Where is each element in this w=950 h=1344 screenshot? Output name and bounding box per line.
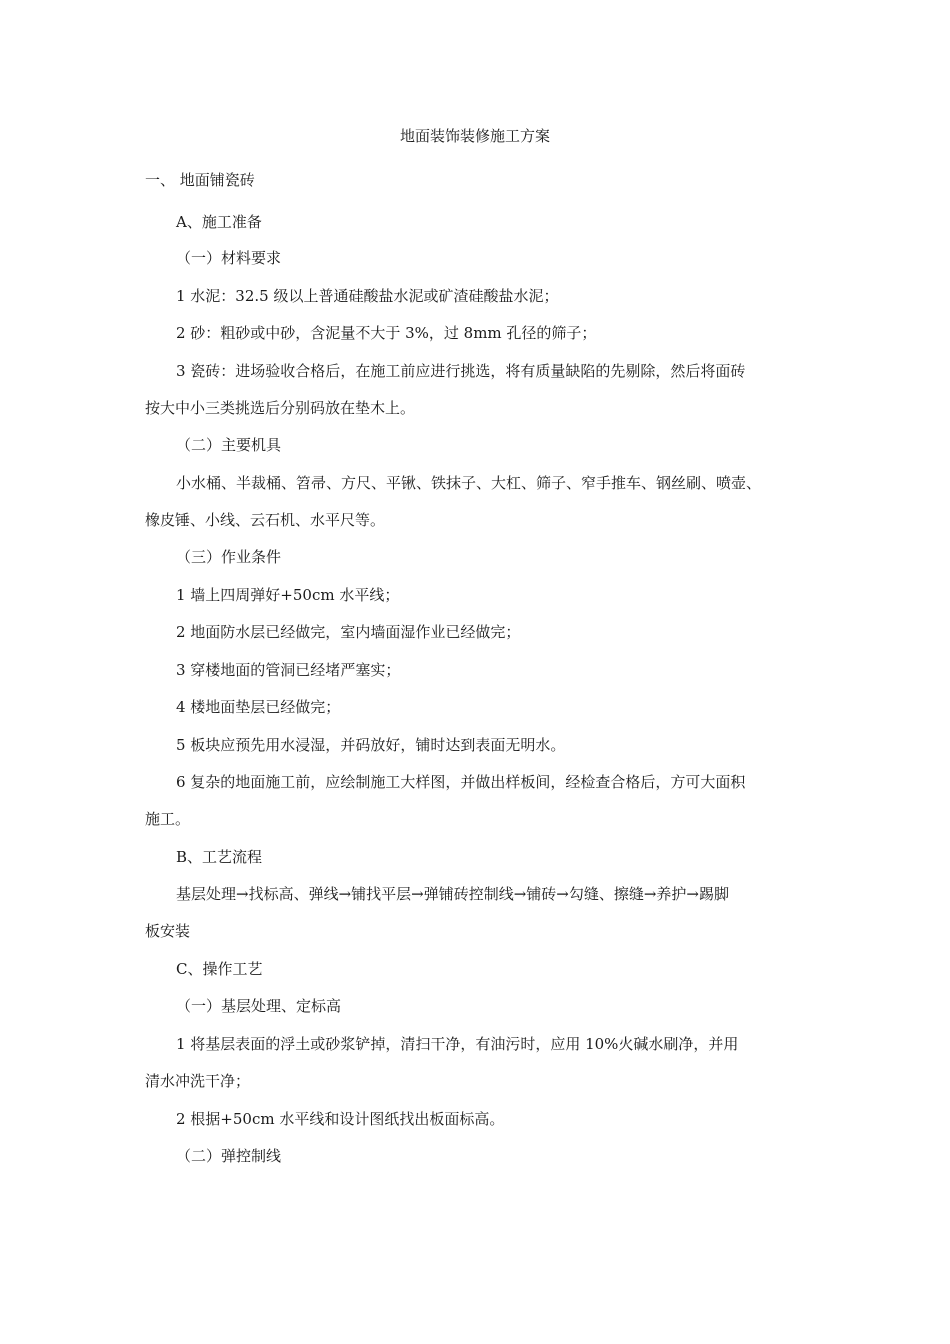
op-heading-control-lines: （二）弹控制线 (176, 1147, 282, 1165)
sub-heading-tools: （二）主要机具 (176, 436, 282, 454)
condition-item-5: 5 板块应预先用水浸湿，并码放好，铺时达到表面无明水。 (176, 736, 566, 754)
part-a-heading: A、施工准备 (176, 213, 262, 231)
process-flow-line1: 基层处理→找标高、弹线→铺找平层→弹铺砖控制线→铺砖→勾缝、擦缝→养护→踢脚 (176, 885, 729, 903)
tools-list-line1: 小水桶、半裁桶、笤帚、方尺、平锹、铁抹子、大杠、筛子、窄手推车、钢丝刷、喷壶、 (176, 474, 762, 492)
op-item-1-line1: 1 将基层表面的浮土或砂浆铲掉，清扫干净，有油污时，应用 10%火碱水刷净，并用 (176, 1035, 739, 1053)
sub-heading-conditions: （三）作业条件 (176, 548, 282, 566)
op-item-1-line2: 清水冲洗干净； (145, 1072, 251, 1090)
part-b-heading: B、工艺流程 (176, 848, 263, 866)
material-item-cement: 1 水泥：32.5 级以上普通硅酸盐水泥或矿渣硅酸盐水泥； (176, 287, 559, 305)
sub-heading-materials: （一）材料要求 (176, 249, 282, 267)
part-c-heading: C、操作工艺 (176, 960, 263, 978)
condition-item-1: 1 墙上四周弹好+50cm 水平线； (176, 586, 400, 604)
condition-item-6-line1: 6 复杂的地面施工前，应绘制施工大样图，并做出样板间，经检查合格后，方可大面积 (176, 773, 746, 791)
material-item-tiles-line1: 3 瓷砖：进场验收合格后，在施工前应进行挑选，将有质量缺陷的先剔除，然后将面砖 (176, 362, 746, 380)
condition-item-3: 3 穿楼地面的管洞已经堵严塞实； (176, 661, 401, 679)
condition-item-2: 2 地面防水层已经做完，室内墙面湿作业已经做完； (176, 623, 521, 641)
condition-item-6-line2: 施工。 (145, 810, 191, 828)
op-item-2: 2 根据+50cm 水平线和设计图纸找出板面标高。 (176, 1110, 505, 1128)
op-heading-base-treatment: （一）基层处理、定标高 (176, 997, 342, 1015)
material-item-sand: 2 砂：粗砂或中砂，含泥量不大于 3%，过 8mm 孔径的筛子； (176, 324, 597, 342)
tools-list-line2: 橡皮锤、小线、云石机、水平尺等。 (145, 511, 386, 529)
condition-item-4: 4 楼地面垫层已经做完； (176, 698, 341, 716)
material-item-tiles-line2: 按大中小三类挑选后分别码放在垫木上。 (145, 399, 416, 417)
document-title: 地面装饰装修施工方案 (399, 127, 550, 145)
process-flow-line2: 板安装 (145, 922, 191, 940)
section-heading-floor-tiles: 一、 地面铺瓷砖 (145, 171, 255, 189)
